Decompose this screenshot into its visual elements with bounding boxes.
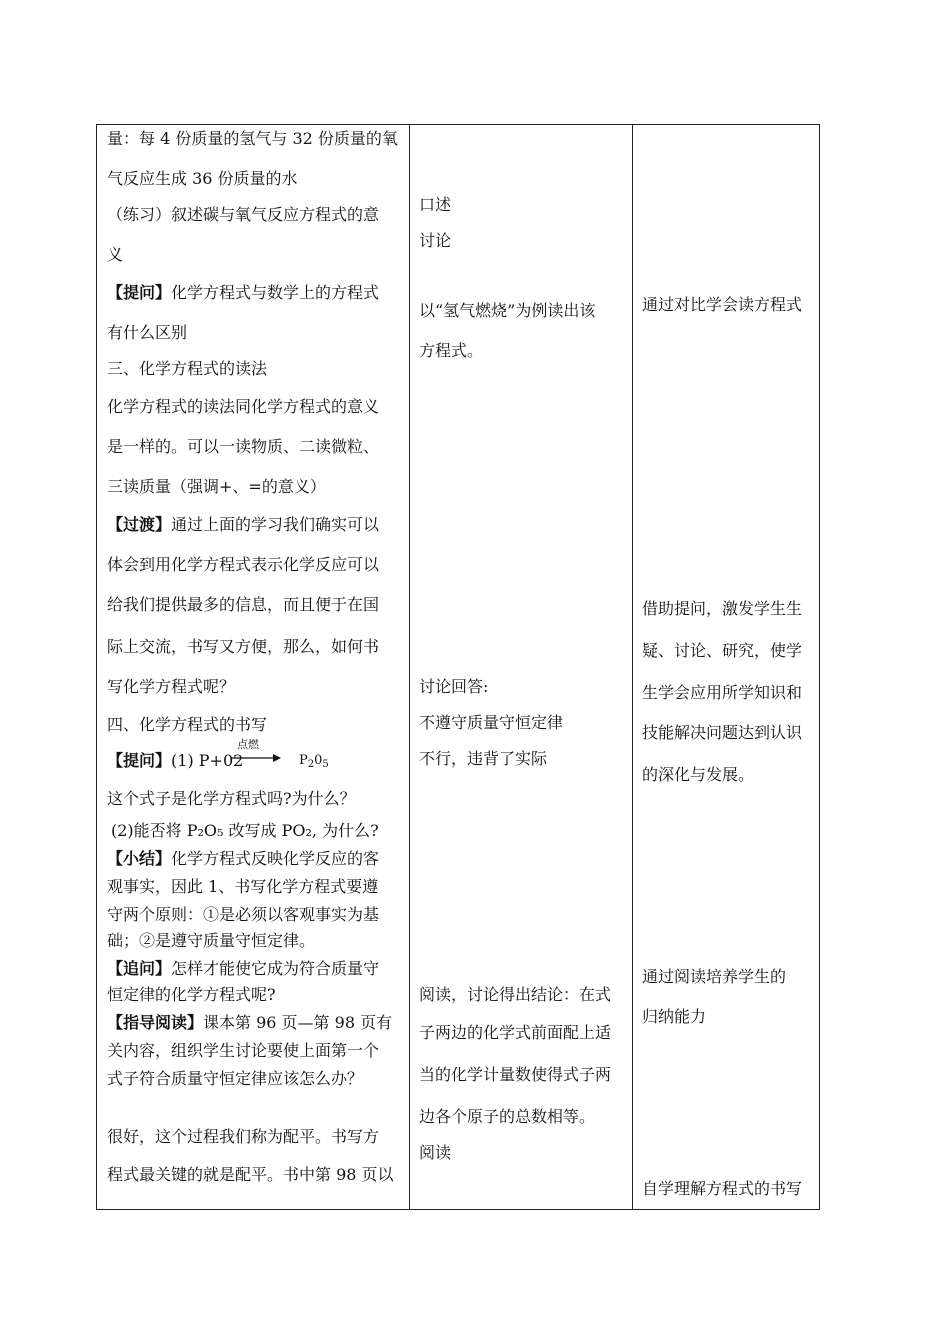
equation-line — [107, 738, 405, 775]
text-line — [107, 1013, 392, 1033]
text-line: 生学会应用所学知识和 — [642, 683, 803, 702]
tag-label: 【小结】 — [107, 849, 172, 868]
arrow-right-icon — [231, 753, 281, 763]
text-line: 化学方程式的读法同化学方程式的意义 — [107, 397, 380, 416]
equation-product: $P_20_5$ — [299, 753, 329, 770]
tag-label: 【过渡】 — [107, 515, 172, 534]
tag-label: 【提问】 — [107, 283, 172, 302]
text-line — [107, 849, 379, 869]
text-line: 恒定律的化学方程式呢? — [107, 985, 276, 1004]
tag-label: 【指导阅读】 — [107, 1013, 204, 1032]
text-line: 以“氢气燃烧”为例读出该 — [419, 301, 596, 320]
text-line: 不遵守质量守恒定律 — [419, 713, 564, 732]
text-line: (2)能否将 P₂O₅ 改写成 PO₂, 为什么? — [111, 821, 379, 840]
tag-text: 化学方程式反映化学反应的客 — [171, 849, 380, 868]
text-line: 的深化与发展。 — [642, 765, 755, 784]
lesson-table — [96, 124, 820, 1210]
text-line: 量：每 4 份质量的氢气与 32 份质量的氧 — [107, 129, 398, 148]
text-line: 很好，这个过程我们称为配平。书写方 — [107, 1127, 380, 1146]
tag-text: 化学方程式与数学上的方程式 — [171, 283, 380, 302]
text-line: 是一样的。可以一读物质、二读微粒、 — [107, 437, 380, 456]
text-line: 程式最关键的就是配平。书中第 98 页以 — [107, 1165, 394, 1184]
text-line: 疑、讨论、研究，使学 — [642, 641, 803, 660]
text-line: 边各个原子的总数相等。 — [419, 1107, 596, 1126]
tag-text: 课本第 96 页—第 98 页有 — [203, 1013, 393, 1032]
section-heading: 三、化学方程式的读法 — [107, 359, 268, 378]
text-line: 础；②是遵守质量守恒定律。 — [107, 931, 316, 950]
text-line: 关内容，组织学生讨论要使上面第一个 — [107, 1041, 380, 1060]
text-line: 技能解决问题达到认识 — [642, 723, 803, 742]
text-line: 子两边的化学式前面配上适 — [419, 1023, 612, 1042]
section-heading: 四、化学方程式的书写 — [107, 715, 268, 734]
text-line: 方程式。 — [419, 341, 484, 360]
text-line — [107, 515, 379, 535]
column-divider — [632, 125, 633, 1209]
text-line — [107, 283, 379, 303]
text-line: 阅读 — [419, 1143, 452, 1162]
text-line: 三读质量（强调+、=的意义） — [107, 477, 326, 496]
text-line: 不行，违背了实际 — [419, 749, 548, 768]
text-line: 这个式子是化学方程式吗?为什么？ — [107, 789, 356, 808]
tag-label: 【提问】 — [107, 751, 172, 770]
text-line: 口述 — [419, 195, 452, 214]
text-line: 气反应生成 36 份质量的水 — [107, 169, 298, 188]
tag-text: 怎样才能使它成为符合质量守 — [171, 959, 380, 978]
text-line: 际上交流，书写又方便，那么，如何书 — [107, 637, 380, 656]
text-line: 归纳能力 — [642, 1007, 707, 1026]
text-line: 阅读，讨论得出结论：在式 — [419, 985, 612, 1004]
text-line: 义 — [107, 245, 124, 264]
text-line: 写化学方程式呢？ — [107, 677, 236, 696]
text-line: 自学理解方程式的书写 — [642, 1179, 803, 1198]
tag-text: 通过上面的学习我们确实可以 — [171, 515, 380, 534]
text-line: 借助提问，激发学生生 — [642, 599, 803, 618]
column-divider — [409, 125, 410, 1209]
text-line: 有什么区别 — [107, 323, 188, 342]
text-line: 守两个原则：①是必须以客观事实为基 — [107, 905, 380, 924]
tag-label: 【追问】 — [107, 959, 172, 978]
student-activity-column — [419, 125, 627, 1209]
text-line: 当的化学计量数使得式子两 — [419, 1065, 612, 1084]
teacher-activity-column — [107, 125, 405, 1209]
text-line: 讨论回答: — [419, 677, 489, 696]
text-line — [107, 959, 379, 979]
equation-reactants: (1) P+02 — [171, 751, 244, 770]
text-line: 通过阅读培养学生的 — [642, 967, 787, 986]
text-line: 给我们提供最多的信息，而且便于在国 — [107, 595, 380, 614]
text-line: 观事实，因此 1、书写化学方程式要遵 — [107, 877, 379, 896]
design-intent-column — [642, 125, 817, 1209]
text-line: （练习）叙述碳与氧气反应方程式的意 — [107, 205, 380, 224]
text-line: 讨论 — [419, 231, 452, 250]
text-line: 通过对比学会读方程式 — [642, 295, 803, 314]
text-line: 体会到用化学方程式表示化学反应可以 — [107, 555, 380, 574]
reaction-condition: 点燃 — [237, 738, 259, 751]
text-line: 式子符合质量守恒定律应该怎么办？ — [107, 1069, 364, 1088]
